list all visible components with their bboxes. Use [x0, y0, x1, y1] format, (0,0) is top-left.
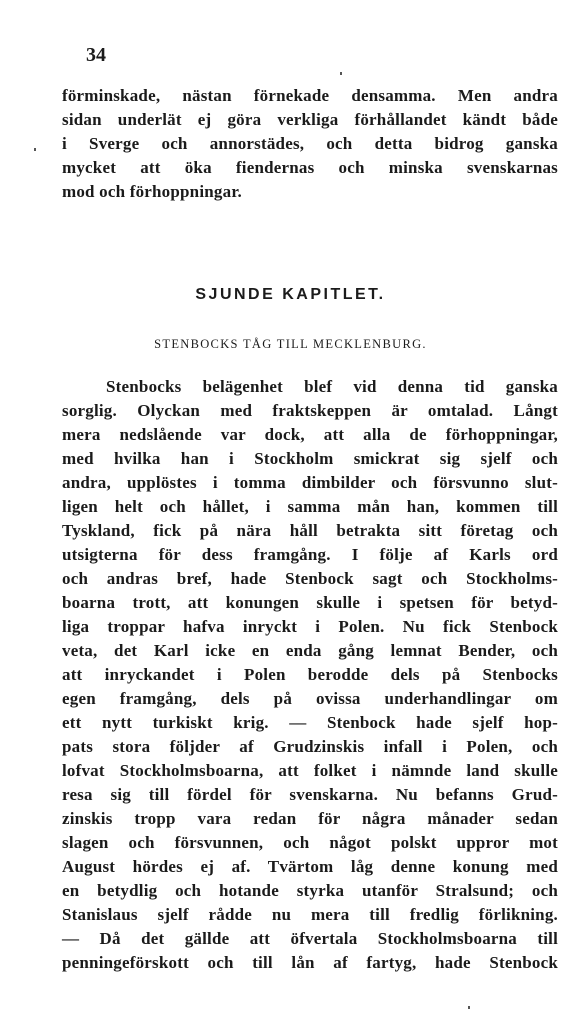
text-line: med hvilka han i Stockholm smickrat sig sjelf och [62, 449, 558, 468]
text-line: mycket att öka fiendernas och minska svenskarnas [62, 158, 558, 177]
text-line: Stenbocks belägenhet blef vid denna tid ganska [106, 377, 558, 396]
chapter-subtitle: STENBOCKS TÅG TILL MECKLENBURG. [154, 337, 427, 351]
text-line: Stanislaus sjelf rådde nu mera till fredlig förlikning. [62, 905, 558, 924]
text-line: liga troppar hafva inryckt i Polen. Nu fick Stenbock [62, 617, 558, 636]
print-speck [34, 148, 36, 151]
text-line: i Sverge och annorstädes, och detta bidrog ganska [62, 134, 558, 153]
text-line: mera nedslående var dock, att alla de förhoppningar, [62, 425, 558, 444]
text-line: och andras bref, hade Stenbock sagt och Stockholms- [62, 569, 558, 588]
text-line: resa sig till fördel för svenskarna. Nu befanns Grud- [62, 785, 558, 804]
text-line: att inryckandet i Polen berodde dels på Stenbocks [62, 665, 558, 684]
text-line: ett nytt turkiskt krig. — Stenbock hade sjelf hop- [62, 713, 558, 732]
text-line: sorglig. Olyckan med fraktskeppen är omtalad. Långt [62, 401, 558, 420]
text-line: veta, det Karl icke en enda gång lemnat Bender, och [62, 641, 558, 660]
text-line: andra, upplöstes i tomma dimbilder och försvunno slut- [62, 473, 558, 492]
text-line: egen framgång, dels på ovissa underhandlingar om [62, 689, 558, 708]
page-number: 34 [86, 44, 106, 66]
print-speck [340, 72, 342, 75]
text-line: lofvat Stockholmsboarna, att folket i nämnde land skulle [62, 761, 558, 780]
print-speck [468, 1006, 470, 1009]
paragraph-main [62, 375, 558, 975]
text-line: förminskade, nästan förnekade densamma. Men andra [62, 86, 558, 105]
text-line: slagen och försvunnen, och något polskt uppror mot [62, 833, 558, 852]
text-line: en betydlig och hotande styrka utanför Stralsund; och [62, 881, 558, 900]
text-line: August hördes ej af. Tvärtom låg denne konung med [62, 857, 558, 876]
text-line: zinskis tropp vara redan för några månader sedan [62, 809, 558, 828]
text-line: ligen helt och hållet, i samma mån han, kommen till [62, 497, 558, 516]
chapter-title: SJUNDE KAPITLET. [195, 286, 386, 303]
text-line: mod och förhoppningar. [62, 182, 242, 201]
text-line: utsigterna för dess framgång. I följe af Karls ord [62, 545, 558, 564]
text-line: pats stora följder af Grudzinskis infall i Polen, och [62, 737, 558, 756]
text-line: — Då det gällde att öfvertala Stockholmsboarna till [62, 929, 558, 948]
paragraph-intro [62, 84, 558, 204]
text-line: sidan underlät ej göra verkliga förhållandet kändt både [62, 110, 558, 129]
text-line: Tyskland, fick på nära håll betrakta sitt företag och [62, 521, 558, 540]
text-line: penningeförskott och till lån af fartyg, hade Stenbock [62, 953, 558, 972]
text-line: boarna trott, att konungen skulle i spetsen för betyd- [62, 593, 558, 612]
